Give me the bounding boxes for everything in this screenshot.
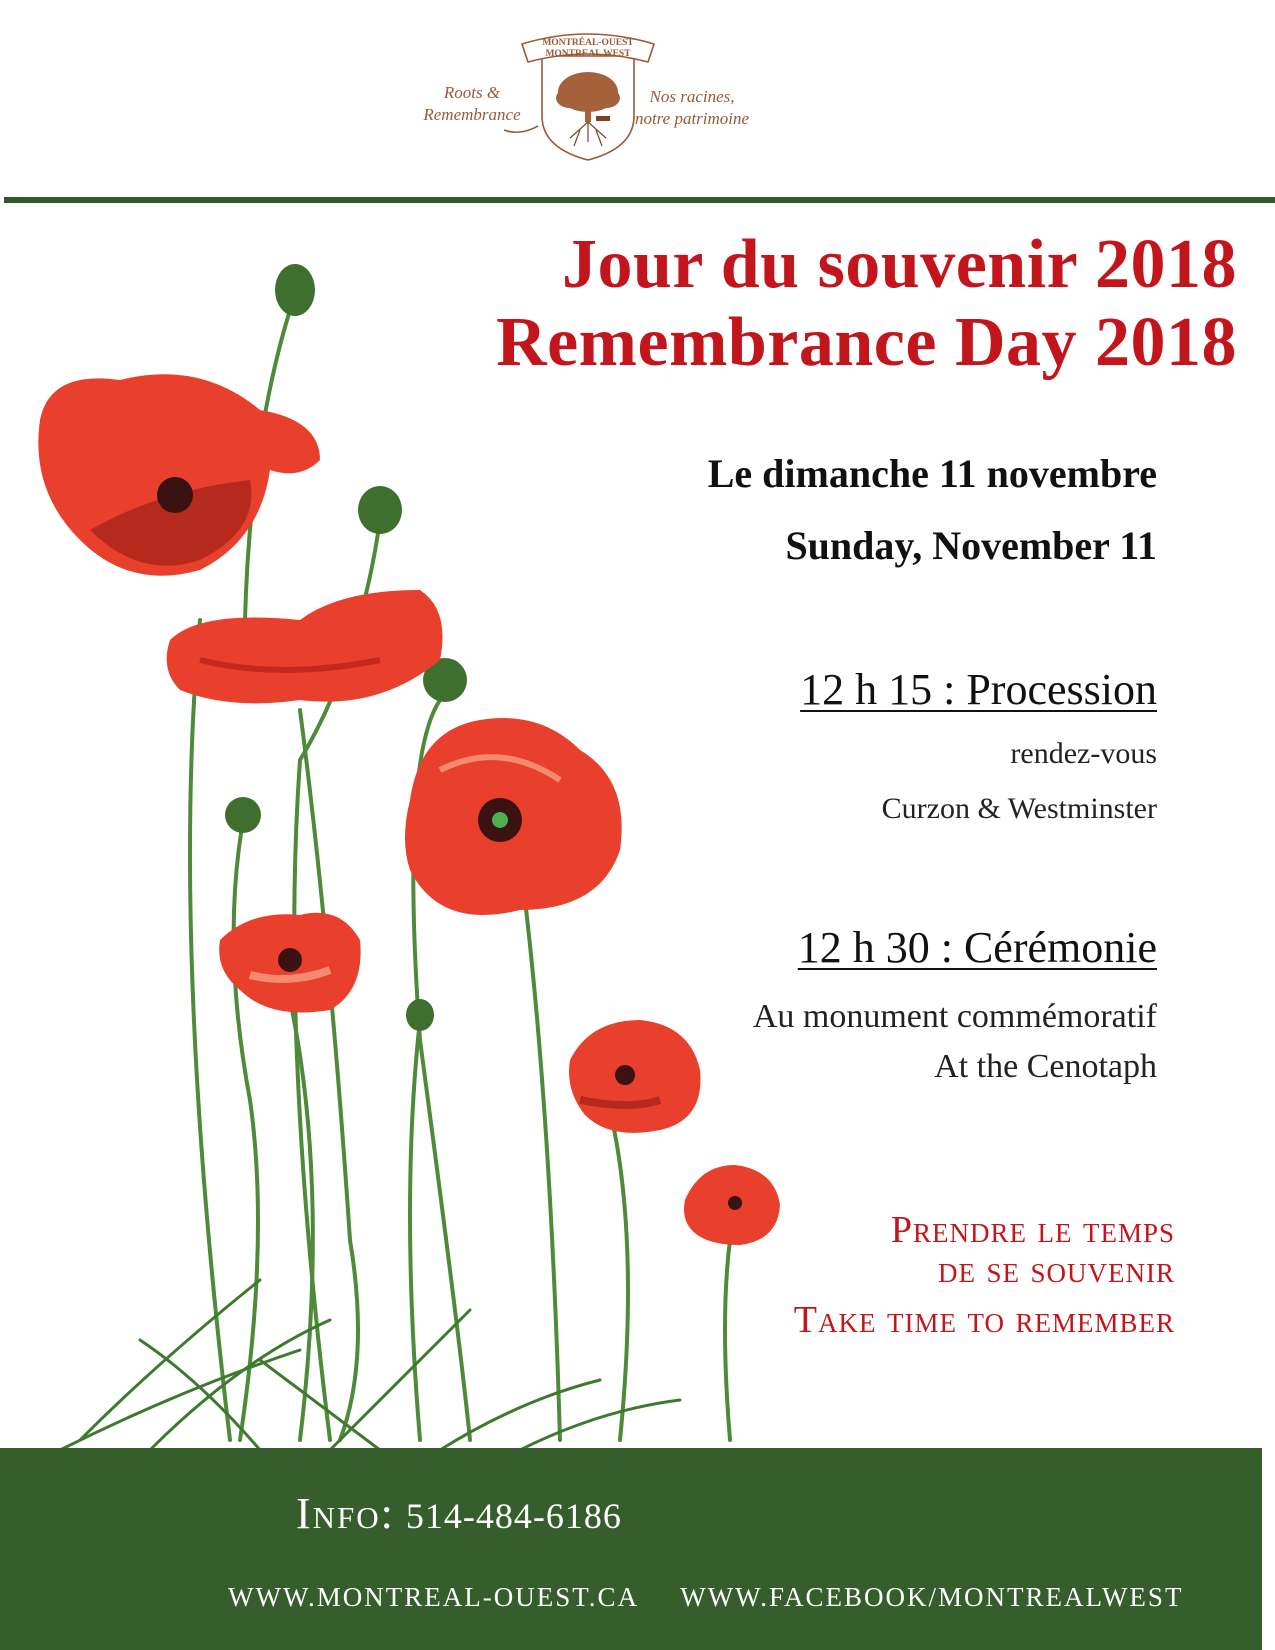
- phone-number[interactable]: 514-484-6186: [405, 1496, 622, 1536]
- footer-links: [228, 1582, 1183, 1613]
- montreal-west-logo: [420, 26, 860, 176]
- tree-icon: [556, 72, 620, 122]
- header-divider: [4, 197, 1275, 203]
- svg-text:Roots &: Roots &: [443, 83, 501, 102]
- poppy-icon: [38, 374, 320, 575]
- poppy-icon: [219, 913, 360, 1013]
- procession-detail: rendez-vous: [1010, 737, 1157, 770]
- tagline-fr-line2: de se souvenir: [937, 1249, 1175, 1291]
- svg-text:MONTRÉAL-OUEST: MONTRÉAL-OUEST: [542, 38, 634, 48]
- title-french: Jour du souvenir 2018: [561, 226, 1237, 303]
- poppy-icon: [405, 718, 622, 915]
- svg-text:MONTREAL WEST: MONTREAL WEST: [545, 49, 631, 59]
- tagline-english: Take time to remember: [793, 1299, 1175, 1341]
- info-line: [296, 1488, 622, 1539]
- ceremony-location-en: At the Cenotaph: [934, 1048, 1157, 1085]
- ceremony-heading: 12 h 30 : Cérémonie: [797, 923, 1157, 972]
- info-label: Info:: [296, 1489, 395, 1538]
- tagline-fr-line1: Prendre le temps: [890, 1209, 1175, 1251]
- date-french: Le dimanche 11 novembre: [707, 451, 1157, 496]
- poppy-icon: [569, 1020, 701, 1133]
- footer-banner: [0, 1448, 1262, 1650]
- date-english: Sunday, November 11: [785, 523, 1157, 568]
- facebook-link[interactable]: WWW.FACEBOOK/MONTREALWEST: [680, 1582, 1184, 1612]
- ceremony-location-fr: Au monument commémoratif: [752, 998, 1157, 1035]
- procession-location: Curzon & Westminster: [881, 792, 1157, 825]
- svg-text:Remembrance: Remembrance: [423, 105, 521, 124]
- poppies-illustration: [0, 240, 800, 1460]
- poppy-icon: [684, 1165, 780, 1245]
- title-english: Remembrance Day 2018: [496, 304, 1237, 381]
- poppy-icon: [167, 590, 443, 703]
- procession-heading: 12 h 15 : Procession: [800, 665, 1157, 714]
- svg-text:notre patrimoine: notre patrimoine: [634, 109, 750, 128]
- svg-text:Nos racines,: Nos racines,: [649, 87, 735, 106]
- website-link[interactable]: WWW.MONTREAL-OUEST.CA: [228, 1582, 638, 1612]
- tagline-french: [891, 1210, 1175, 1290]
